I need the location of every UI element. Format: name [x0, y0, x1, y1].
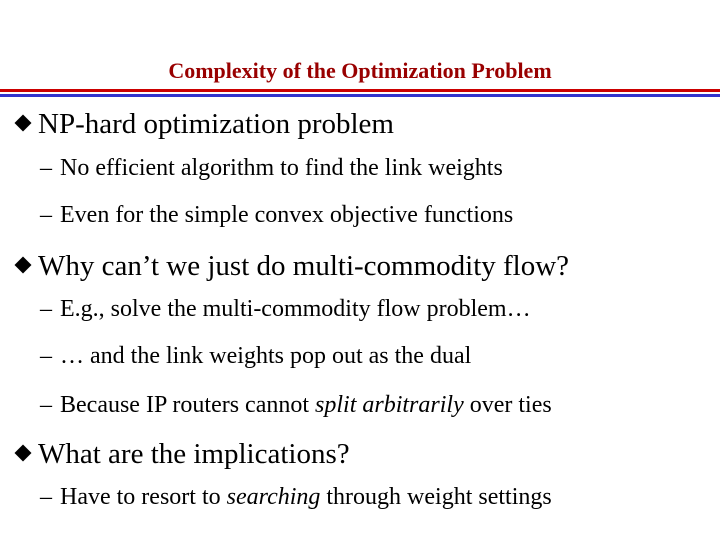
sub-bullet-emphasis: split arbitrarily: [315, 392, 464, 418]
sub-bullet-text: Even for the simple convex objective functions: [60, 202, 514, 228]
sub-bullet-convex-objective: [40, 202, 513, 229]
sub-bullet-weights-as-dual: [40, 343, 471, 370]
title-rule-blue: [0, 94, 720, 97]
dash: –: [40, 343, 52, 369]
slide-title: Complexity of the Optimization Problem: [168, 58, 552, 83]
sub-bullet-text-before: Because IP routers cannot: [60, 392, 316, 418]
sub-bullet-ip-routers-ties: [40, 392, 552, 419]
dash: –: [40, 202, 52, 228]
dash: –: [40, 155, 52, 181]
sub-bullet-text: E.g., solve the multi-commodity flow problem…: [60, 296, 531, 322]
sub-bullet-searching-weights: [40, 484, 552, 511]
dash: –: [40, 296, 52, 322]
diamond-bullet-icon: [15, 257, 32, 274]
bullet-implications: [14, 438, 350, 471]
title-rule-red: [0, 89, 720, 92]
sub-bullet-text: No efficient algorithm to find the link weights: [60, 155, 503, 181]
bullet-text: What are the implications?: [38, 438, 350, 470]
dash: –: [40, 392, 52, 418]
bullet-np-hard: [14, 108, 394, 141]
bullet-text: Why can’t we just do multi-commodity flow?: [38, 250, 570, 282]
diamond-bullet-icon: [15, 445, 32, 462]
sub-bullet-solve-flow-problem: [40, 296, 531, 323]
sub-bullet-text: … and the link weights pop out as the dual: [60, 343, 472, 369]
dash: –: [40, 484, 52, 510]
sub-bullet-no-efficient-algorithm: [40, 155, 503, 182]
sub-bullet-emphasis: searching: [226, 484, 321, 510]
title-rule: [0, 89, 720, 99]
sub-bullet-text-before: Have to resort to: [60, 484, 227, 510]
sub-bullet-text-after: through weight settings: [320, 484, 552, 510]
bullet-multi-commodity-flow: [14, 250, 569, 283]
bullet-text: NP-hard optimization problem: [38, 108, 394, 140]
sub-bullet-text-after: over ties: [463, 392, 552, 418]
diamond-bullet-icon: [15, 115, 32, 132]
